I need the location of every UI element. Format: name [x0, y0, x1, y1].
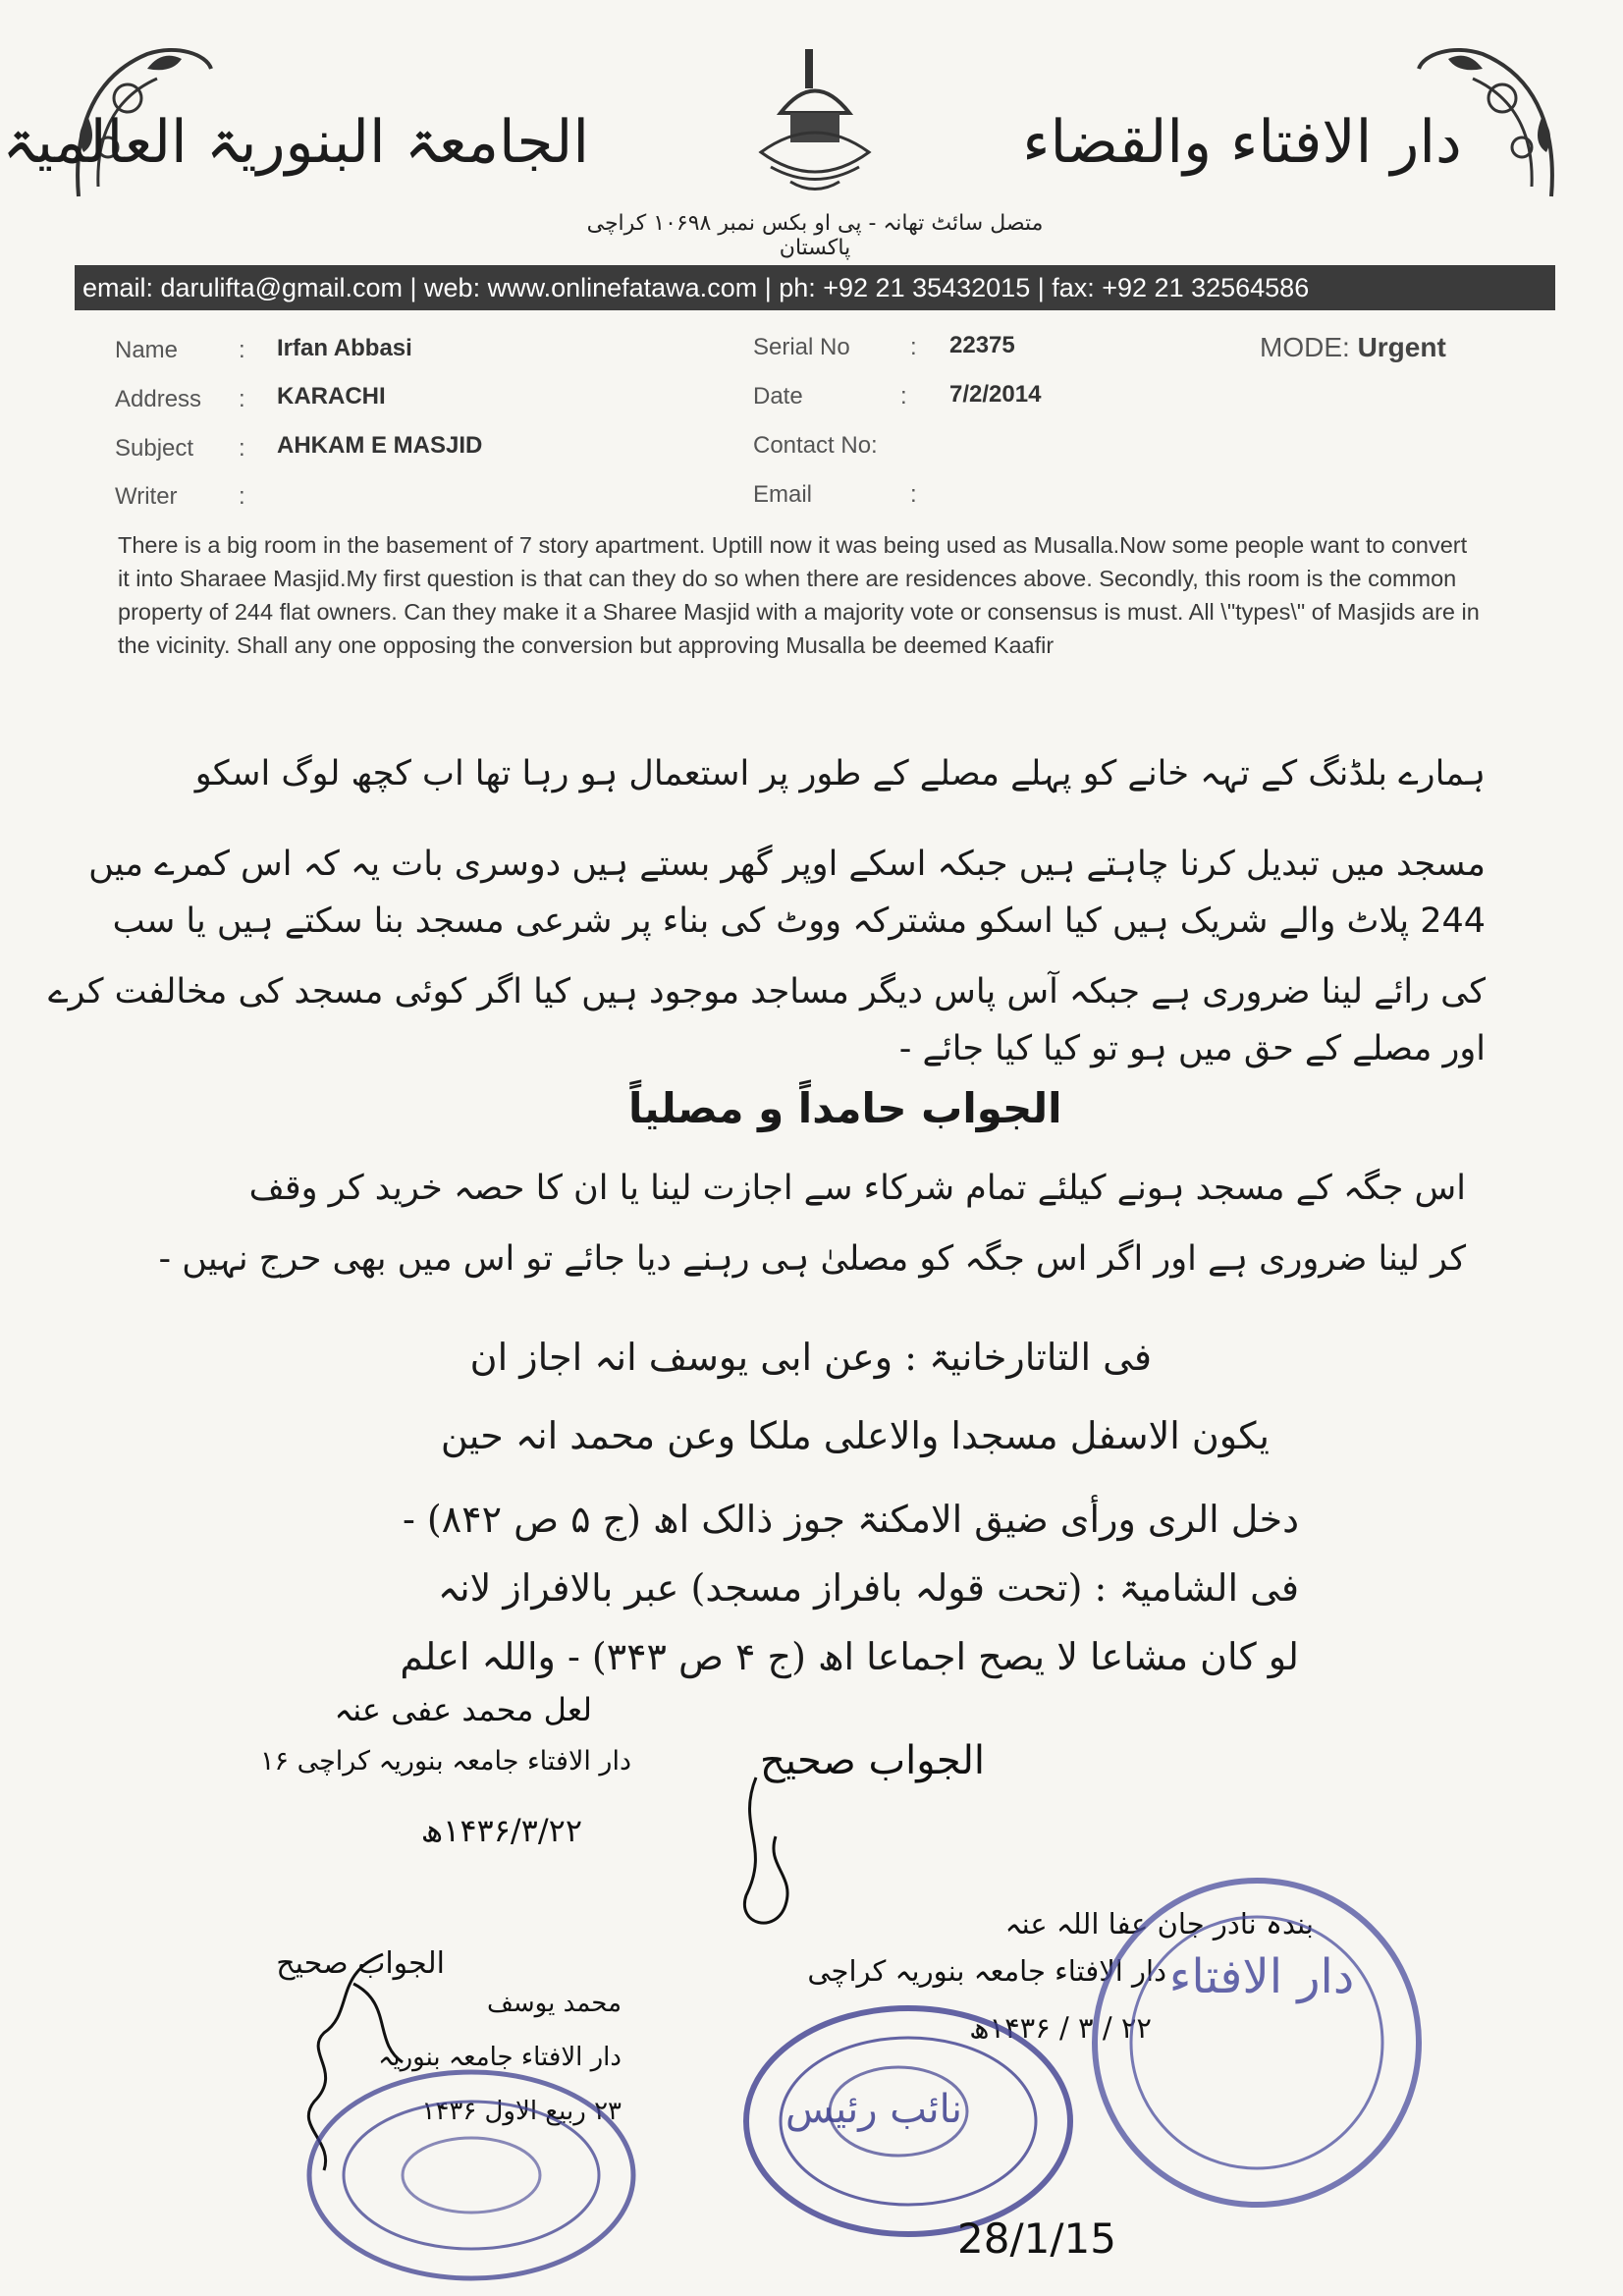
- citation-line-4: فی الشامیۃ : (تحت قولہ بافراز مسجد) عبر بالافراز لانہ: [437, 1566, 1299, 1610]
- handwritten-question-line-1: ہمارے بلڈنگ کے تہہ خانے کو پہلے مصلے کے طور پر استعمال ہو رہا تھا اب کچھ لوگ اسکو: [194, 754, 1486, 793]
- institution-name-logo: الجامعۃ البنوریۃ العالمیۃ: [2, 108, 589, 177]
- approver1-institution: دار الافتاء جامعہ بنوریہ کراچی: [807, 1954, 1166, 1988]
- date-colon: :: [900, 383, 907, 410]
- darulifta-name-logo: دار الافتاء والقضاء: [1022, 108, 1462, 177]
- subject-label: Subject: [115, 435, 194, 462]
- email-colon: :: [910, 481, 917, 508]
- name-value: Irfan Abbasi: [277, 335, 412, 361]
- approver2-date: ۲۳ ربیع الاول ۱۴۳۶: [421, 2097, 622, 2126]
- approval-label: الجواب صحیح: [760, 1738, 985, 1783]
- handwritten-answer-line-1: اس جگہ کے مسجد ہونے کیلئے تمام شرکاء سے اجازت لینا یا ان کا حصہ خرید کر وقف: [248, 1169, 1466, 1208]
- citation-line-1: فی التاتارخانیۃ : وعن ابی یوسف انہ اجاز ان: [469, 1336, 1152, 1379]
- date-value: 7/2/2014: [949, 381, 1042, 408]
- institution-address: متصل سائٹ تھانہ - پی او بکس نمبر ۱۰۶۹۸ کراچی پاکستان: [586, 211, 1044, 260]
- serial-colon: :: [910, 334, 917, 360]
- address-label: Address: [115, 386, 202, 412]
- approval-signature-stroke: [717, 1768, 805, 1954]
- address-colon: :: [239, 386, 245, 412]
- stamp-right-text: دار الافتاء: [1168, 1949, 1355, 2004]
- approver1-name: بندہ نادر جان عفا اللہ عنہ: [1004, 1907, 1314, 1941]
- stamp-center-text: نائب رئیس: [785, 2087, 962, 2132]
- name-colon: :: [239, 337, 245, 363]
- author-name: لعل محمد عفی عنہ: [334, 1691, 592, 1728]
- email-label: Email: [753, 481, 813, 508]
- writer-colon: :: [239, 483, 245, 510]
- writer-label: Writer: [115, 483, 178, 510]
- citation-line-5: لو کان مشاعا لا یصح اجماعا اھ (ج ۴ ص ۳۴۳) - واللہ اعلم: [400, 1635, 1299, 1678]
- citation-line-3: دخل الری ورأی ضیق الامکنۃ جوز ذالک اھ (ج ۵ ص ۸۴۲) -: [403, 1498, 1299, 1541]
- answer-title: الجواب حامداً و مصلیاً: [628, 1084, 1062, 1132]
- final-date: 28/1/15: [957, 2214, 1116, 2263]
- contact-label: Contact No:: [753, 432, 878, 459]
- handwritten-question-line-4: کی رائے لینا ضروری ہے جبکہ آس پاس دیگر مساجد موجود ہیں کیا اگر کوئی مسجد کی مخالفت کرے: [48, 972, 1486, 1011]
- contact-bar: [75, 265, 1555, 310]
- serial-value: 22375: [949, 332, 1015, 358]
- handwritten-answer-line-2: کر لینا ضروری ہے اور اگر اس جگہ کو مصلیٰ ہی رہنے دیا جائے تو اس میں بھی حرج نہیں -: [158, 1239, 1466, 1279]
- contact-bar-text: email: darulifta@gmail.com | web: www.onlinefatawa.com | ph: +92 21 35432015 | fax: +92 21 32564586: [82, 273, 1310, 302]
- mode-indicator: [1260, 332, 1446, 363]
- handwritten-question-line-2: مسجد میں تبدیل کرنا چاہتے ہیں جبکہ اسکے اوپر گھر بستے ہیں دوسری بات یہ کہ اس کمرے میں: [88, 845, 1486, 884]
- subject-colon: :: [239, 435, 245, 462]
- serial-label: Serial No: [753, 334, 850, 360]
- handwritten-question-line-5: اور مصلے کے حق میں ہو تو کیا کیا جائے -: [898, 1029, 1486, 1068]
- approver2-institution: دار الافتاء جامعہ بنوریہ: [378, 2043, 622, 2072]
- citation-line-2: یکون الاسفل مسجدا والاعلی ملکا وعن محمد انہ حین: [440, 1414, 1270, 1457]
- approver1-date: ۲۲ / ۳ / ۱۴۳۶ھ: [969, 2011, 1152, 2045]
- address-value: KARACHI: [277, 383, 386, 410]
- mosque-emblem-icon: [751, 44, 879, 201]
- handwritten-question-line-3: 244 پلاٹ والے شریک ہیں کیا اسکو مشترکہ ووٹ کی بناء پر شرعی مسجد بنا سکتے ہیں یا سب: [112, 902, 1486, 941]
- approver2-name: محمد یوسف: [486, 1989, 622, 2018]
- question-text: There is a big room in the basement of 7 story apartment. Uptill now it was being used as Musalla.Now some people want to convert it into Sharaee Masjid.My first question is that can they do so when there are residences above. Secondly, this room is the common property of 244 flat owners. Can they make it a Sharee Masjid with a majority vote or consensus is must. All \"types\" of Masjids are in the vicinity. Shall any one opposing the conversion but approving Musalla be deemed Kaafir: [118, 532, 1480, 658]
- author-institution: دار الافتاء جامعہ بنوریہ کراچی ۱۶: [259, 1746, 631, 1777]
- subject-value: AHKAM E MASJID: [277, 432, 483, 459]
- mode-label: MODE:: [1260, 332, 1350, 362]
- stamp-left: [295, 2057, 648, 2293]
- stamp-right: [1080, 1866, 1434, 2219]
- date-label: Date: [753, 383, 803, 410]
- name-label: Name: [115, 337, 179, 363]
- approver2-label: الجواب صحیح: [276, 1946, 445, 1981]
- author-date: ۱۴۳۶/۳/۲۲ھ: [420, 1812, 582, 1849]
- mode-value: Urgent: [1357, 332, 1446, 362]
